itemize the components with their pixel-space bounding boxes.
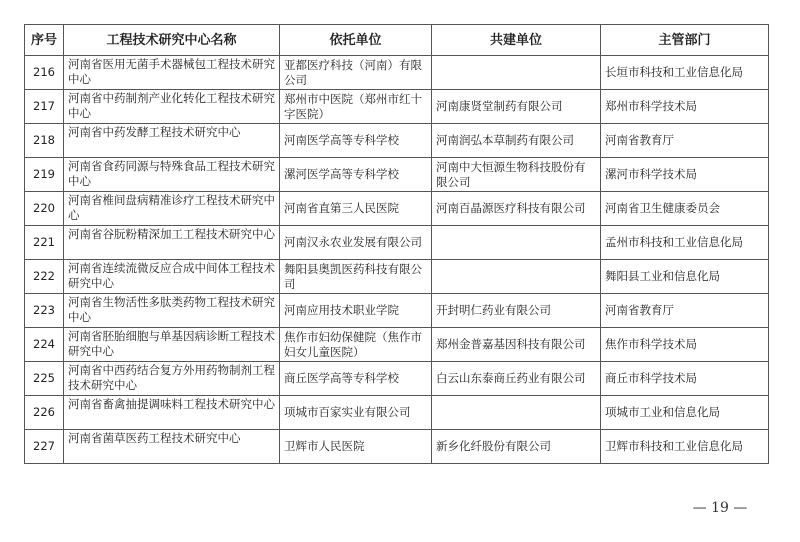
table-header-row xyxy=(25,25,769,56)
seq-cell: 219 xyxy=(25,158,64,192)
host-unit-cell: 亚都医疗科技（河南）有限公司 xyxy=(280,56,432,90)
table-row xyxy=(25,226,769,260)
host-unit-cell: 河南医学高等专科学校 xyxy=(280,124,432,158)
host-unit-cell: 卫辉市人民医院 xyxy=(280,430,432,464)
seq-cell: 218 xyxy=(25,124,64,158)
partner-unit-cell: 白云山东泰商丘药业有限公司 xyxy=(432,362,601,396)
host-unit-cell: 河南汉永农业发展有限公司 xyxy=(280,226,432,260)
center-name-cell: 河南省食药同源与特殊食品工程技术研究中心 xyxy=(64,158,280,192)
header-authority: 主管部门 xyxy=(601,25,769,56)
partner-unit-cell xyxy=(432,226,601,260)
host-unit-cell: 郑州市中医院（郑州市红十字医院） xyxy=(280,90,432,124)
host-unit-cell: 商丘医学高等专科学校 xyxy=(280,362,432,396)
partner-unit-cell: 河南百晶源医疗科技有限公司 xyxy=(432,192,601,226)
partner-unit-cell: 新乡化纤股份有限公司 xyxy=(432,430,601,464)
partner-unit-cell xyxy=(432,56,601,90)
authority-cell: 焦作市科学技术局 xyxy=(601,328,769,362)
center-name-cell: 河南省菌草医药工程技术研究中心 xyxy=(64,430,280,464)
host-unit-cell: 河南省直第三人民医院 xyxy=(280,192,432,226)
partner-unit-cell: 河南中大恒源生物科技股份有限公司 xyxy=(432,158,601,192)
center-name-cell: 河南省畜禽抽提调味料工程技术研究中心 xyxy=(64,396,280,430)
table-row xyxy=(25,124,769,158)
host-unit-cell: 项城市百家实业有限公司 xyxy=(280,396,432,430)
authority-cell: 项城市工业和信息化局 xyxy=(601,396,769,430)
center-name-cell: 河南省椎间盘病精准诊疗工程技术研究中心 xyxy=(64,192,280,226)
authority-cell: 孟州市科技和工业信息化局 xyxy=(601,226,769,260)
seq-cell: 223 xyxy=(25,294,64,328)
host-unit-cell: 漯河医学高等专科学校 xyxy=(280,158,432,192)
partner-unit-cell: 河南康贤堂制药有限公司 xyxy=(432,90,601,124)
center-list-table xyxy=(24,24,769,464)
authority-cell: 河南省卫生健康委员会 xyxy=(601,192,769,226)
table-row xyxy=(25,396,769,430)
partner-unit-cell xyxy=(432,396,601,430)
table-row xyxy=(25,294,769,328)
authority-cell: 舞阳县工业和信息化局 xyxy=(601,260,769,294)
header-partner-unit: 共建单位 xyxy=(432,25,601,56)
table-row xyxy=(25,328,769,362)
table-row xyxy=(25,90,769,124)
center-name-cell: 河南省胚胎细胞与单基因病诊断工程技术研究中心 xyxy=(64,328,280,362)
host-unit-cell: 河南应用技术职业学院 xyxy=(280,294,432,328)
page-number: — 19 — xyxy=(692,500,748,516)
center-name-cell: 河南省中西药结合复方外用药物制剂工程技术研究中心 xyxy=(64,362,280,396)
authority-cell: 漯河市科学技术局 xyxy=(601,158,769,192)
host-unit-cell: 舞阳县奥凯医药科技有限公司 xyxy=(280,260,432,294)
table-row xyxy=(25,260,769,294)
center-name-cell: 河南省中药发酵工程技术研究中心 xyxy=(64,124,280,158)
authority-cell: 长垣市科技和工业信息化局 xyxy=(601,56,769,90)
seq-cell: 226 xyxy=(25,396,64,430)
seq-cell: 221 xyxy=(25,226,64,260)
center-name-cell: 河南省连续流微反应合成中间体工程技术研究中心 xyxy=(64,260,280,294)
partner-unit-cell: 开封明仁药业有限公司 xyxy=(432,294,601,328)
table-row xyxy=(25,158,769,192)
seq-cell: 220 xyxy=(25,192,64,226)
center-name-cell: 河南省谷朊粉精深加工工程技术研究中心 xyxy=(64,226,280,260)
center-name-cell: 河南省生物活性多肽类药物工程技术研究中心 xyxy=(64,294,280,328)
header-center-name: 工程技术研究中心名称 xyxy=(64,25,280,56)
authority-cell: 河南省教育厅 xyxy=(601,124,769,158)
seq-cell: 227 xyxy=(25,430,64,464)
authority-cell: 商丘市科学技术局 xyxy=(601,362,769,396)
table-row xyxy=(25,362,769,396)
partner-unit-cell: 郑州金普嘉基因科技有限公司 xyxy=(432,328,601,362)
table-row xyxy=(25,56,769,90)
host-unit-cell: 焦作市妇幼保健院（焦作市妇女儿童医院） xyxy=(280,328,432,362)
table-row xyxy=(25,192,769,226)
authority-cell: 郑州市科学技术局 xyxy=(601,90,769,124)
center-name-cell: 河南省中药制剂产业化转化工程技术研究中心 xyxy=(64,90,280,124)
partner-unit-cell: 河南润弘本草制药有限公司 xyxy=(432,124,601,158)
header-host-unit: 依托单位 xyxy=(280,25,432,56)
authority-cell: 卫辉市科技和工业信息化局 xyxy=(601,430,769,464)
seq-cell: 224 xyxy=(25,328,64,362)
center-name-cell: 河南省医用无菌手术器械包工程技术研究中心 xyxy=(64,56,280,90)
table-row xyxy=(25,430,769,464)
authority-cell: 河南省教育厅 xyxy=(601,294,769,328)
seq-cell: 217 xyxy=(25,90,64,124)
seq-cell: 225 xyxy=(25,362,64,396)
partner-unit-cell xyxy=(432,260,601,294)
seq-cell: 222 xyxy=(25,260,64,294)
seq-cell: 216 xyxy=(25,56,64,90)
header-seq: 序号 xyxy=(25,25,64,56)
